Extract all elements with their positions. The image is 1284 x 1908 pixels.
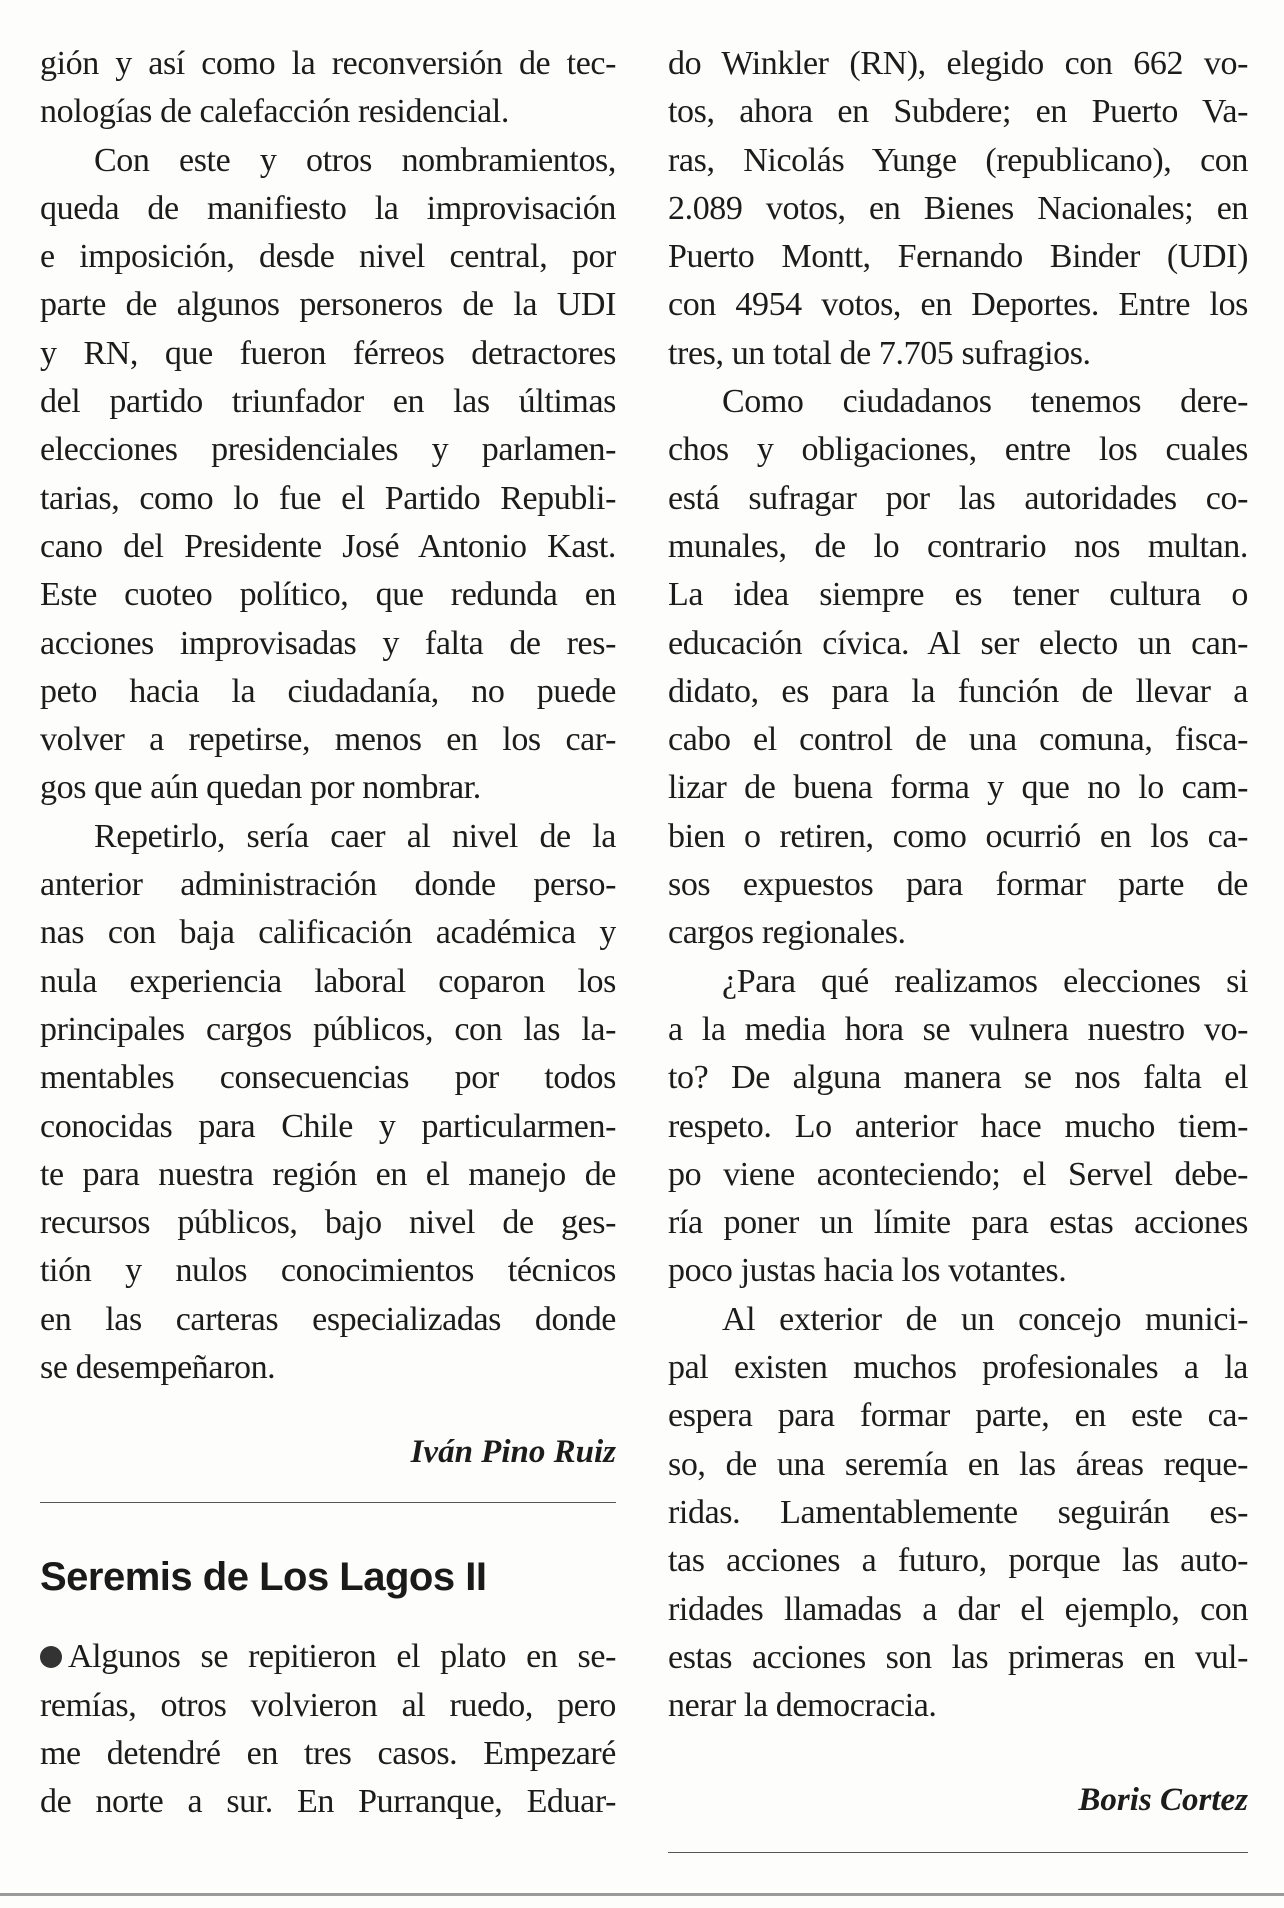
paragraph — [668, 378, 1248, 958]
text-line: Al exterior de un concejo munici- — [722, 1300, 1248, 1338]
text-line: nologías de calefacción residencial. — [40, 93, 509, 131]
text-line: gos que aún quedan por nombrar. — [40, 769, 481, 807]
text-line: recursos públicos, bajo nivel de ges- — [40, 1204, 616, 1242]
text-line: nerar la democracia. — [668, 1687, 937, 1725]
text-line: tos, ahora en Subdere; en Puerto Va- — [668, 93, 1248, 131]
text-line: didato, es para la función de llevar a — [668, 672, 1248, 710]
text-line: a la media hora se vulnera nuestro vo- — [668, 1010, 1248, 1048]
text-line: do Winkler (RN), elegido con 662 vo- — [668, 45, 1248, 82]
text-line: tres, un total de 7.705 sufragios. — [668, 334, 1091, 372]
text-line: estas acciones son las primeras en vul- — [668, 1638, 1248, 1676]
text-line: sos expuestos para formar parte de — [668, 866, 1248, 904]
text-line: te para nuestra región en el manejo de — [40, 1155, 616, 1193]
text-line: tarias, como lo fue el Partido Republi- — [40, 479, 616, 517]
text-line: conocidas para Chile y particularmen- — [40, 1107, 616, 1145]
author-signature: Boris Cortez — [1078, 1782, 1248, 1819]
text-line: ría poner un límite para estas acciones — [668, 1204, 1248, 1242]
text-line: respeto. Lo anterior hace mucho tiem- — [668, 1107, 1248, 1145]
text-line: chos y obligaciones, entre los cuales — [668, 431, 1248, 469]
right-column — [668, 40, 1248, 1853]
text-line: Como ciudadanos tenemos dere- — [722, 383, 1248, 421]
left-column — [40, 40, 616, 1827]
text-line: munales, de lo contrario nos multan. — [668, 527, 1248, 565]
text-line: peto hacia la ciudadanía, no puede — [40, 672, 616, 710]
text-line: Con este y otros nombramientos, — [94, 141, 616, 179]
text-line: nas con baja calificación académica y — [40, 914, 616, 952]
text-line: acciones improvisadas y falta de res- — [40, 624, 616, 662]
text-line: del partido triunfador en las últimas — [40, 383, 616, 421]
paragraph — [668, 40, 1248, 378]
text-line: está sufragar por las autoridades co- — [668, 479, 1248, 517]
text-line: se desempeñaron. — [40, 1349, 276, 1387]
text-line: e imposición, desde nivel central, por — [40, 238, 616, 276]
text-line: educación cívica. Al ser electo un can- — [668, 624, 1248, 662]
text-line: cano del Presidente José Antonio Kast. — [40, 527, 616, 565]
text-line: La idea siempre es tener cultura o — [668, 576, 1248, 614]
text-line: cabo el control de una comuna, fisca- — [668, 721, 1248, 759]
text-line: tas acciones a futuro, porque las auto- — [668, 1542, 1248, 1580]
author-signature: Iván Pino Ruiz — [410, 1434, 616, 1471]
text-line: Este cuoteo político, que redunda en — [40, 576, 616, 614]
text-line: anterior administración donde perso- — [40, 866, 616, 904]
text-line: bien o retiren, como ocurrió en los ca- — [668, 817, 1248, 855]
text-line: con 4954 votos, en Deportes. Entre los — [668, 286, 1248, 324]
text-line: me detendré en tres casos. Empezaré — [40, 1734, 616, 1772]
paragraph — [668, 1296, 1248, 1731]
text-line: 2.089 votos, en Bienes Nacionales; en — [668, 189, 1248, 227]
paragraph — [40, 40, 616, 137]
text-line: po viene aconteciendo; el Servel debe- — [668, 1155, 1248, 1193]
text-line: cargos regionales. — [668, 914, 906, 952]
text-line: volver a repetirse, menos en los car- — [40, 721, 616, 759]
text-line: ras, Nicolás Yunge (republicano), con — [668, 141, 1248, 179]
text-line: poco justas hacia los votantes. — [668, 1252, 1067, 1290]
paragraph — [668, 958, 1248, 1296]
text-line: elecciones presidenciales y parlamen- — [40, 431, 616, 469]
text-line: so, de una seremía en las áreas reque- — [668, 1445, 1248, 1483]
letter-heading: Seremis de Los Lagos II — [40, 1555, 487, 1600]
text-line: ridas. Lamentablemente seguirán es- — [668, 1493, 1248, 1531]
text-line: gión y así como la reconversión de tec- — [40, 45, 616, 82]
text-line: ¿Para qué realizamos elecciones si — [722, 962, 1248, 1000]
text-line: pal existen muchos profesionales a la — [668, 1349, 1248, 1387]
text-line: y RN, que fueron férreos detractores — [40, 334, 616, 372]
text-line: en las carteras especializadas donde — [40, 1300, 616, 1338]
paragraph — [40, 1633, 616, 1826]
page-bottom-rule — [0, 1893, 1284, 1896]
text-line: parte de algunos personeros de la UDI — [40, 286, 616, 324]
text-line: queda de manifiesto la improvisación — [40, 189, 616, 227]
text-line: tión y nulos conocimientos técnicos — [40, 1252, 616, 1290]
text-line: lizar de buena forma y que no lo cam- — [668, 769, 1248, 807]
paragraph — [40, 137, 616, 813]
text-line: mentables consecuencias por todos — [40, 1059, 616, 1097]
text-line: espera para formar parte, en este ca- — [668, 1397, 1248, 1435]
bullet-icon — [40, 1646, 62, 1668]
text-line: nula experiencia laboral coparon los — [40, 962, 616, 1000]
text-line: de norte a sur. En Purranque, Eduar- — [40, 1783, 616, 1821]
paragraph — [40, 813, 616, 1393]
text-line: Repetirlo, sería caer al nivel de la — [94, 817, 616, 855]
text-line: ridades llamadas a dar el ejemplo, con — [668, 1590, 1248, 1628]
text-line: Puerto Montt, Fernando Binder (UDI) — [668, 238, 1248, 276]
text-line: principales cargos públicos, con las la- — [40, 1010, 616, 1048]
text-line: Algunos se repitieron el plato en se- — [40, 1633, 616, 1681]
separator-rule — [668, 1852, 1248, 1853]
text-line: to? De alguna manera se nos falta el — [668, 1059, 1248, 1097]
text-line: remías, otros volvieron al ruedo, pero — [40, 1686, 616, 1724]
